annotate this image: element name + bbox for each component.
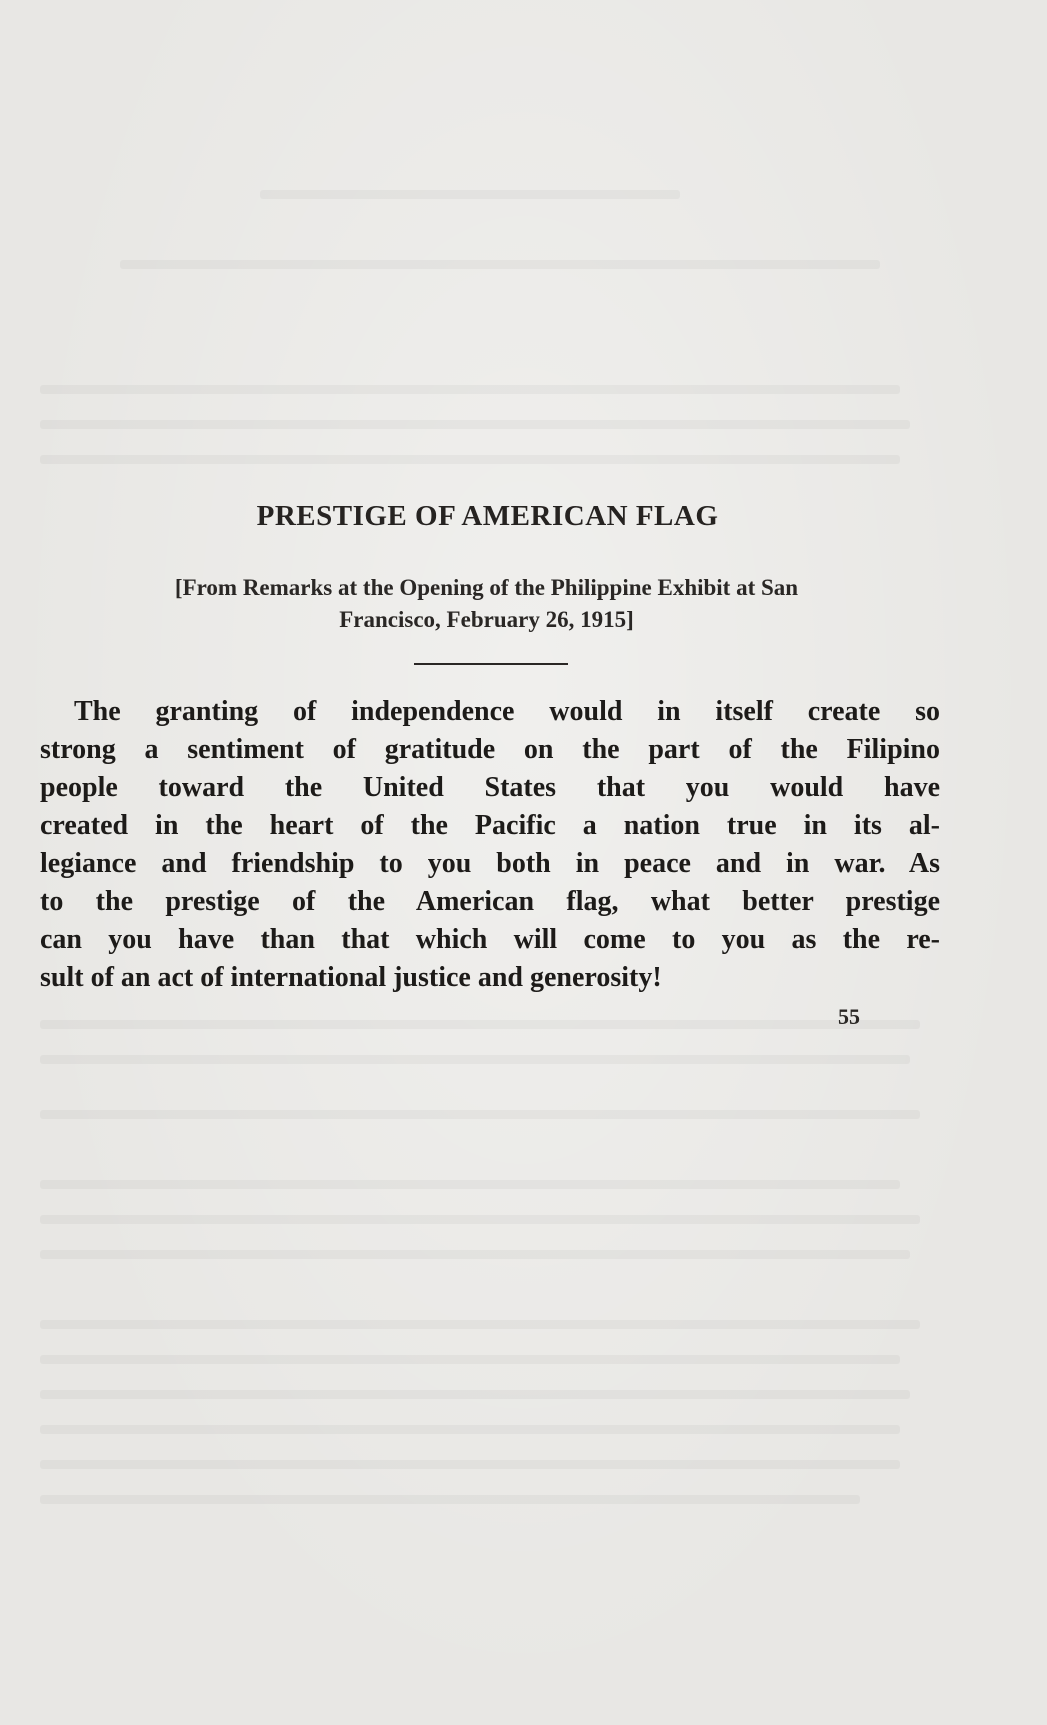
paragraph-line: can you have than that which will come to you as the re-: [40, 924, 940, 955]
paragraph-line: created in the heart of the Pacific a nation true in its al-: [40, 810, 940, 841]
paragraph-line: strong a sentiment of gratitude on the part of the Filipino: [40, 734, 940, 765]
page-number: 55: [838, 1004, 860, 1029]
divider-rule: [414, 663, 568, 665]
paragraph-line: sult of an act of international justice and generosity!: [40, 962, 662, 993]
paragraph-line: to the prestige of the American flag, what better prestige: [40, 886, 940, 917]
paragraph-line: people toward the United States that you would have: [40, 772, 940, 803]
paragraph-line: The granting of independence would in itself create so: [74, 696, 940, 727]
source-note-line-2: Francisco, February 26, 1915]: [339, 607, 634, 632]
page-title: PRESTIGE OF AMERICAN FLAG: [256, 500, 719, 532]
source-note-line-1: [From Remarks at the Opening of the Philippine Exhibit at San: [174, 575, 799, 600]
paragraph-line: legiance and friendship to you both in peace and in war. As: [40, 848, 940, 879]
source-note: [40, 572, 933, 636]
body-paragraph: [40, 693, 940, 997]
